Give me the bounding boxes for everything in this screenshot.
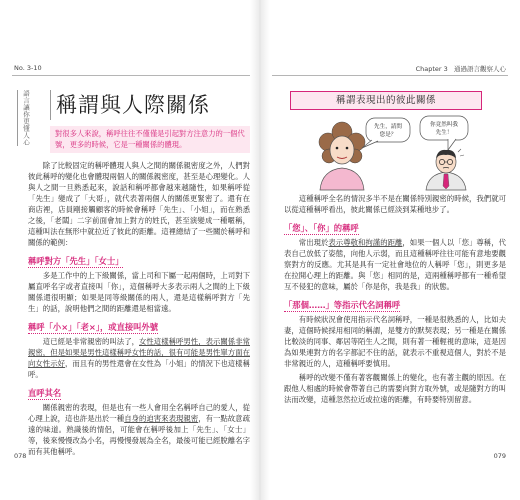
section-paragraph: 常出現於表示尊敬和拘謹的距離，如果一個人以「您」尊稱，代表自己放低了姿態，向他人示弱，而且這種稱呼往往可能有意地要觀察對方的反應。尤其是具有一定社會地位的人稱呼「您」，則更多是在拉開心理上的距離。與「您」相同的是，這兩種稱呼都有一種希望互不侵犯的意味，屬於「你是你，我是我」的狀態。 [284, 238, 506, 291]
underlined-text: 女性這樣稱呼男性，表示關係非常親密，但是如果是男性這樣稱呼女性的話，很有可能是男性單方面在向女性示好 [28, 337, 250, 368]
section-paragraph: 這已經是非常親密的叫法了，女性這樣稱呼男性，表示關係非常親密，但是如果是男性這樣稱呼女性的話，很有可能是男性單方面在向女性示好，而且有的男性還會在女性為「小姐」的情況下也這樣稱呼。 [28, 337, 250, 379]
woman-eye [346, 147, 349, 150]
section-paragraph: 關係親密的表現，但是也有一些人會用全名稱呼自己的愛人，從心理上說，這也許是出於一種自身的迫害來表現親密，有一點故意疏遠的味道。熟識後的情侶，可能會在稱呼後加上「先生」、「女士」等，後來慢慢改為小名，再慢慢發展為全名，最後可能已經脫離名字而有其他稱呼。 [28, 403, 250, 456]
bubble-right-line: 你竟然叫我 [430, 122, 458, 128]
section-heading: 直呼其名 [28, 388, 62, 398]
side-tab: 語言讓你更懂人心 [17, 90, 32, 146]
woman-figure [319, 122, 365, 190]
section-paragraph: 多是工作中的上下級關係，當上司和下屬一起兩個時，上司對下屬直呼名字或者直接叫「你」，這個稱呼大多表示兩人之間的上下級關係還很明顯；如果是同等級關係的兩人，還是這樣稱呼對方「先生」的話，說明他們之間的距離還是相當遠。 [28, 271, 250, 313]
page-title: 稱謂與人際關係 [50, 90, 210, 120]
right-body [284, 193, 506, 448]
chapter-title: 通過語言觀察人心 [454, 65, 506, 73]
woman-body [320, 168, 364, 190]
underlined-text: 自身的迫害來表現親密 [124, 414, 199, 423]
man-figure [426, 149, 466, 190]
speech-bubble-right [420, 116, 468, 150]
speech-bubble-left [362, 118, 410, 148]
page-number: 078 [14, 452, 27, 460]
intro-paragraph: 除了比較固定的稱呼體現人與人之間的關係親密度之外，人們對彼此稱呼的變化也會體現兩個人的關係親密度，甚至是心理變化。人與人之間一旦熟悉起來，說話和稱呼都會越來越隨性，如果稱呼從「先生」變成了「大哥」，就代表著兩個人的關係更緊密了。還有在商店裡，店員剛接觸顧客的時候會稱呼「先生」、「小姐」，而在熟悉之後，「老闆」二字前面會加上對方的姓氏，甚至演變成一種暱稱，這種叫法在無形中就拉近了彼此的距離。這裡總結了一些關於稱呼和關係的範例： [28, 161, 250, 247]
chapter-label: Chapter 3 [415, 65, 448, 73]
couple-illustration [298, 112, 478, 190]
left-body [28, 160, 250, 456]
page-number: 079 [493, 452, 506, 460]
section-heading: 稱呼對方「先生」「女士」 [28, 256, 124, 266]
surprise-lines [458, 149, 464, 156]
section-heading: 稱呼「小×」「老×」，或直接叫外號 [28, 322, 159, 332]
section-heading: 「那個……」等指示代名詞稱呼 [284, 300, 401, 310]
bubble-right-line: 先生！ [435, 130, 453, 136]
section-heading: 「您」、「你」的稱呼 [284, 223, 359, 233]
lead-box: 對很多人來說，稱呼往往不僅僅是引起對方注意力的一個代號，更多的時候，它是一種關係的體現。 [50, 126, 250, 153]
woman-eye [336, 147, 339, 150]
header-rule [12, 75, 250, 76]
closing-paragraph: 稱呼的改變不僅有著客觀關係上的變化，也有著主觀的原因。在跟他人相處的時候會帶著自己的需要向對方取外號，或是隨對方的叫法而改變，這種忽然拉近或拉遠的距離，有時要特別留意。 [284, 373, 506, 404]
left-page [0, 0, 258, 500]
woman-face [330, 136, 354, 164]
man-tie [443, 174, 449, 189]
chapter-header [416, 64, 506, 73]
illustration-title: 稱謂表現出的彼此關係 [290, 91, 482, 110]
section-number: No. 3-10 [14, 64, 42, 72]
intro-paragraph: 這種稱呼全名的情況多半不是在關係特別親密的時候，我們就可以從這種稱呼看出，彼此關係已經淡到某種地步了。 [284, 194, 506, 214]
bubble-left-line: 您是？ [379, 132, 397, 138]
section-paragraph: 有時候狀況會使用指示代名詞稱呼，一種是很熟悉的人，比如夫妻，這個時候採用相同的稱謂，是雙方的默契表現；另一種是在關係比較淡的同事、鄰居等陌生人之間，則有著一種輕視的意味，這是因為如果連對方的名字都記不住的話，就表示不重視這個人，對於不是非常親近的人，這種稱呼要慎用。 [284, 315, 506, 368]
right-page [262, 0, 520, 500]
underlined-text: 表示尊敬和拘謹的距離 [328, 238, 403, 247]
header-rule [272, 75, 508, 76]
bubble-left-line: 先生，請問 [374, 124, 402, 130]
